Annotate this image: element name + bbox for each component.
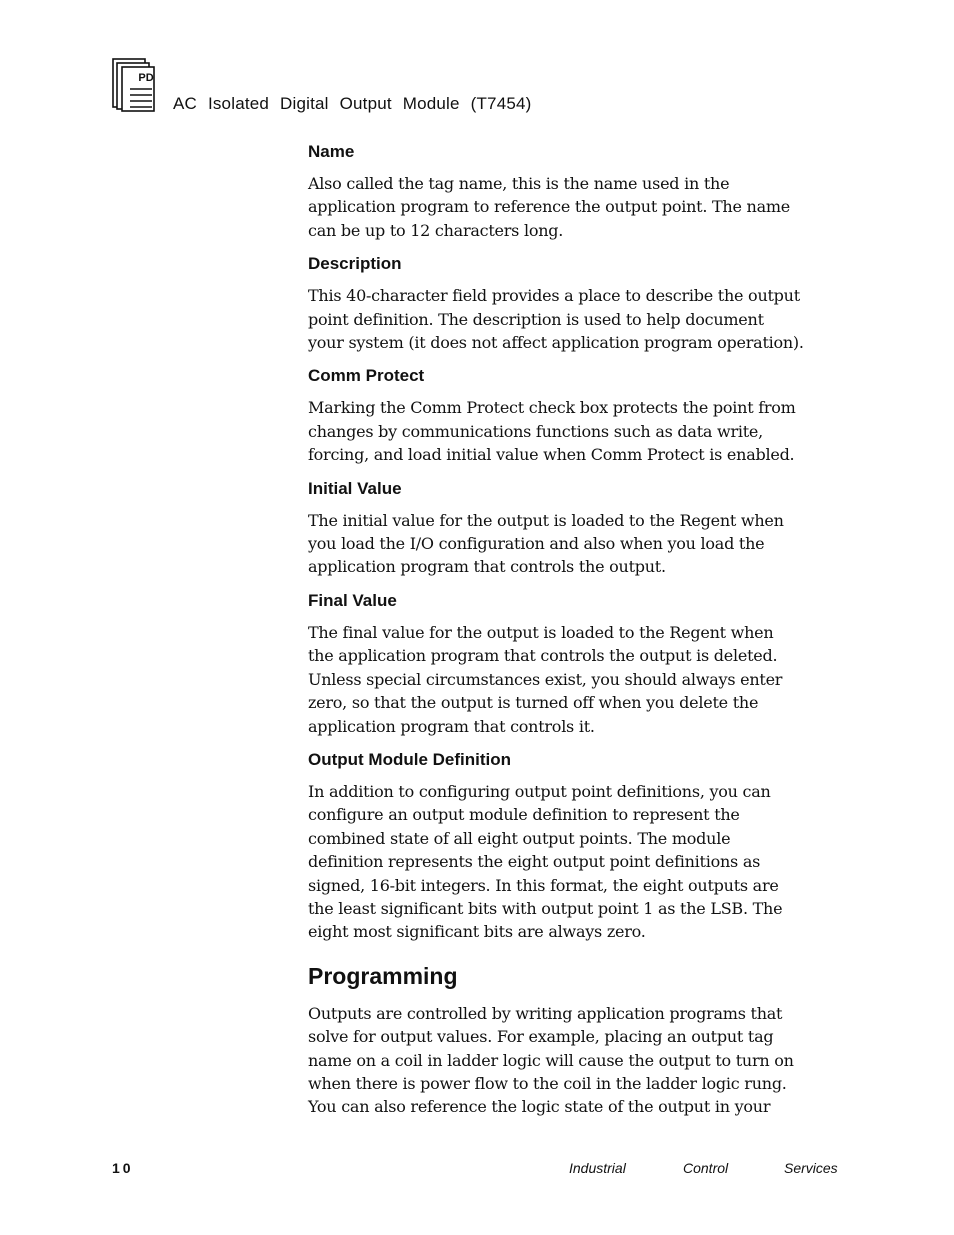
section-initial-value bbox=[308, 477, 848, 579]
document-logo-icon bbox=[112, 58, 156, 112]
section-paragraph: This 40-character field provides a place to describe the output point definition. The description is used to help document your system (it does not affect application program operation). bbox=[308, 286, 804, 353]
logo-text: PD bbox=[138, 72, 154, 84]
section-paragraph: In addition to configuring output point definitions, you can configure an output module definition to represent the combined state of all eight output points. The module definition represents the eight output point definitions as signed, 16-bit integers. In this format, the eight outputs are the least significant bits with output point 1 as the LSB. The eight most significant bits are always zero. bbox=[308, 781, 783, 942]
programming-heading: Programming bbox=[308, 962, 458, 989]
section-heading: Output Module Definition bbox=[308, 749, 512, 769]
section-final-value bbox=[308, 589, 848, 738]
section-paragraph: Also called the tag name, this is the name used in the application program to reference the output point. The name can be up to 12 characters long. bbox=[308, 174, 791, 240]
section-description bbox=[308, 252, 848, 354]
footer-word-control: Control bbox=[683, 1160, 729, 1176]
section-heading: Description bbox=[308, 254, 402, 274]
page-number: 10 bbox=[112, 1160, 134, 1176]
programming-paragraph: Outputs are controlled by writing application programs that solve for output values. For example, placing an output tag name on a coil in ladder logic will cause the output to turn on when there is power flow to the coil in the ladder logic rung. You can also reference the logic state of the output in your bbox=[308, 1003, 794, 1117]
page-header-title: AC Isolated Digital Output Module (T7454) bbox=[173, 94, 532, 113]
section-heading: Name bbox=[308, 142, 355, 161]
footer-word-industrial: Industrial bbox=[569, 1160, 626, 1176]
footer-word-services: Services bbox=[784, 1160, 838, 1176]
section-output-module-definition bbox=[308, 748, 848, 944]
section-heading: Initial Value bbox=[308, 478, 402, 498]
section-name bbox=[308, 140, 848, 242]
section-paragraph: Marking the Comm Protect check box protects the point from changes by communications functions such as data write, forcing, and load initial value when Comm Protect is enabled. bbox=[308, 398, 796, 465]
section-paragraph: The final value for the output is loaded to the Regent when the application program that controls the output is deleted. Unless special circumstances exist, you should always enter zero, so that the output is turned off when you delete the application program that controls it. bbox=[308, 622, 783, 736]
section-heading: Comm Protect bbox=[308, 366, 425, 386]
section-programming bbox=[308, 960, 848, 1119]
document-body bbox=[308, 140, 848, 1129]
section-comm-protect bbox=[308, 364, 848, 466]
section-paragraph: The initial value for the output is loaded to the Regent when you load the I/O configuration and also when you load the application program that controls the output. bbox=[308, 510, 784, 577]
section-heading: Final Value bbox=[308, 590, 397, 610]
